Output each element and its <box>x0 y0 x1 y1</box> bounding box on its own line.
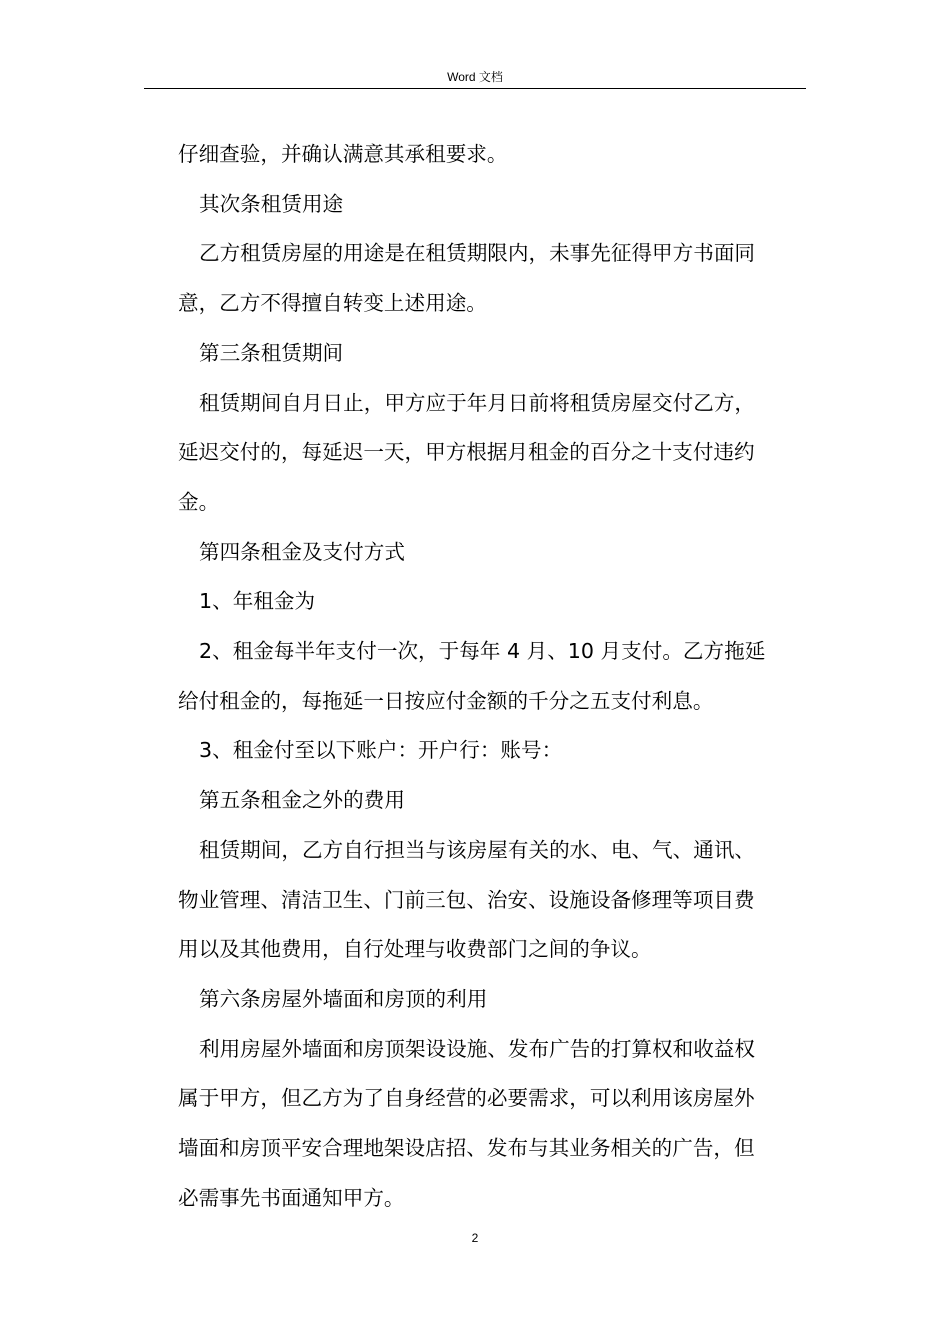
paragraph: 意，乙方不得擅自转变上述用途。 <box>178 291 487 316</box>
page-number: 2 <box>471 1231 479 1245</box>
page-header <box>144 66 806 89</box>
document-body <box>178 130 808 1223</box>
paragraph: 属于甲方，但乙方为了自身经营的必要需求，可以利用该房屋外 <box>178 1086 755 1111</box>
paragraph: 乙方租赁房屋的用途是在租赁期限内，未事先征得甲方书面同 <box>199 241 756 266</box>
paragraph: 利用房屋外墙面和房顶架设设施、发布广告的打算权和收益权 <box>199 1036 756 1061</box>
list-item: 3、租金付至以下账户：开户行：账号： <box>199 738 563 763</box>
header-title: Word 文档 <box>447 70 503 84</box>
paragraph: 金。 <box>178 489 220 514</box>
paragraph: 给付租金的，每拖延一日按应付金额的千分之五支付利息。 <box>178 688 714 713</box>
paragraph: 墙面和房顶平安合理地架设店招、发布与其业务相关的广告，但 <box>178 1136 755 1161</box>
paragraph: 租赁期间自月日止，甲方应于年月日前将租赁房屋交付乙方， <box>199 390 756 415</box>
section-heading: 第三条租赁期间 <box>199 340 344 365</box>
section-heading: 第四条租金及支付方式 <box>199 539 405 564</box>
list-item: 2、租金每半年支付一次，于每年 4 月、10 月支付。乙方拖延 <box>199 639 766 664</box>
paragraph: 租赁期间，乙方自行担当与该房屋有关的水、电、气、通讯、 <box>199 837 756 862</box>
paragraph: 必需事先书面通知甲方。 <box>178 1185 405 1210</box>
paragraph: 仔细查验，并确认满意其承租要求。 <box>178 142 508 166</box>
section-heading: 第六条房屋外墙面和房顶的利用 <box>199 986 488 1011</box>
section-heading: 第五条租金之外的费用 <box>199 788 405 813</box>
section-heading: 其次条租赁用途 <box>199 191 344 216</box>
paragraph: 延迟交付的，每延迟一天，甲方根据月租金的百分之十支付违约 <box>178 440 755 465</box>
list-item: 1、年租金为 <box>199 589 316 614</box>
paragraph: 物业管理、清洁卫生、门前三包、治安、设施设备修理等项目费 <box>178 887 755 912</box>
paragraph: 用以及其他费用，自行处理与收费部门之间的争议。 <box>178 937 652 962</box>
